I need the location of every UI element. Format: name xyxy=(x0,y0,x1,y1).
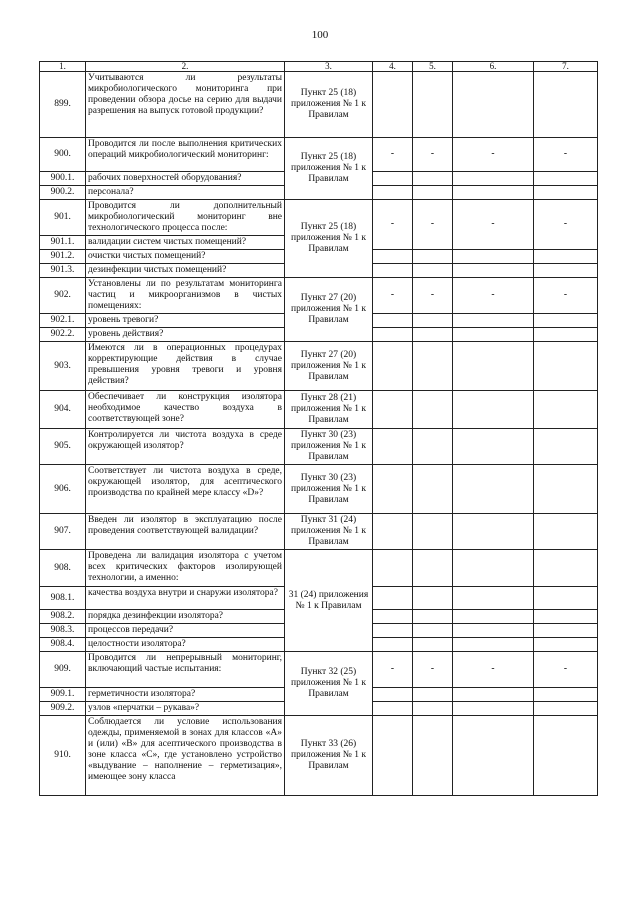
item-number: 900. xyxy=(40,138,86,172)
answer-cell-col-6[interactable] xyxy=(453,624,534,638)
item-number: 900.2. xyxy=(40,186,86,200)
item-number: 905. xyxy=(40,429,86,465)
answer-cell-col-7[interactable]: - xyxy=(534,278,598,314)
answer-cell-col-6[interactable] xyxy=(453,514,534,550)
answer-cell-col-6[interactable] xyxy=(453,550,534,587)
item-question: Проводится ли после выполнения критических операций микробиологический мониторинг: xyxy=(86,138,285,172)
item-number: 902.1. xyxy=(40,314,86,328)
item-reference: Пункт 27 (20) приложения № 1 к Правилам xyxy=(285,278,373,342)
item-number: 900.1. xyxy=(40,172,86,186)
table-row xyxy=(40,72,598,138)
answer-cell-col-7[interactable] xyxy=(534,72,598,138)
table-row xyxy=(40,342,598,391)
item-reference: Пункт 32 (25) приложения № 1 к Правилам xyxy=(285,652,373,716)
inspection-table xyxy=(39,61,598,796)
item-question: качества воздуха внутри и снаружи изолятора? xyxy=(86,587,285,610)
item-number: 901.3. xyxy=(40,264,86,278)
answer-cell-col-4[interactable]: - xyxy=(373,138,413,172)
answer-cell-col-6[interactable] xyxy=(453,610,534,624)
item-number: 909.1. xyxy=(40,688,86,702)
answer-cell-col-4[interactable] xyxy=(373,702,413,716)
answer-cell-col-7[interactable] xyxy=(534,342,598,391)
header-col-7: 7. xyxy=(534,62,598,72)
item-question: Введен ли изолятор в эксплуатацию после проведения соответствующей валидации? xyxy=(86,514,285,550)
item-number: 902. xyxy=(40,278,86,314)
answer-cell-col-6[interactable]: - xyxy=(453,200,534,250)
answer-cell-col-6[interactable] xyxy=(453,186,534,200)
answer-cell-col-5[interactable] xyxy=(413,328,453,342)
item-question: Контролируется ли чистота воздуха в среде окружающей изолятор? xyxy=(86,429,285,465)
table-row xyxy=(40,550,598,587)
item-reference: 31 (24) приложения № 1 к Правилам xyxy=(285,550,373,652)
item-question: Соблюдается ли условие использования одежды, применяемой в зонах для классов «А» и (или) «В» для асептического производства в зоне класса «С», где установлено устройство «выдувание – наполнение – герметизация», имеющее зону класса xyxy=(86,716,285,796)
item-reference: Пункт 31 (24) приложения № 1 к Правилам xyxy=(285,514,373,550)
item-question: уровень тревоги? xyxy=(86,314,285,328)
item-number: 899. xyxy=(40,72,86,138)
item-number: 908.2. xyxy=(40,610,86,624)
table-row xyxy=(40,716,598,796)
answer-cell-col-4[interactable]: - xyxy=(373,278,413,314)
item-number: 910. xyxy=(40,716,86,796)
answer-cell-col-4[interactable] xyxy=(373,610,413,624)
answer-cell-col-6[interactable] xyxy=(453,716,534,796)
item-reference: Пункт 25 (18) приложения № 1 к Правилам xyxy=(285,138,373,200)
item-question: уровень действия? xyxy=(86,328,285,342)
answer-cell-col-5[interactable]: - xyxy=(413,200,453,250)
answer-cell-col-5[interactable]: - xyxy=(413,278,453,314)
answer-cell-col-5[interactable] xyxy=(413,250,453,264)
item-number: 909.2. xyxy=(40,702,86,716)
table-row xyxy=(40,465,598,514)
answer-cell-col-5[interactable]: - xyxy=(413,138,453,172)
answer-cell-col-6[interactable]: - xyxy=(453,138,534,172)
item-question: Установлены ли по результатам мониторинга частиц и микроорганизмов в чистых помещениях: xyxy=(86,278,285,314)
answer-cell-col-4[interactable] xyxy=(373,624,413,638)
answer-cell-col-5[interactable] xyxy=(413,688,453,702)
table-row xyxy=(40,652,598,688)
answer-cell-col-4[interactable] xyxy=(373,429,413,465)
answer-cell-col-6[interactable] xyxy=(453,429,534,465)
answer-cell-col-7[interactable] xyxy=(534,638,598,652)
item-number: 902.2. xyxy=(40,328,86,342)
item-question: рабочих поверхностей оборудования? xyxy=(86,172,285,186)
answer-cell-col-5[interactable] xyxy=(413,465,453,514)
answer-cell-col-7[interactable] xyxy=(534,314,598,328)
answer-cell-col-6[interactable] xyxy=(453,314,534,328)
table-row xyxy=(40,138,598,172)
answer-cell-col-4[interactable]: - xyxy=(373,652,413,688)
answer-cell-col-6[interactable] xyxy=(453,688,534,702)
answer-cell-col-4[interactable] xyxy=(373,314,413,328)
item-question: Проведена ли валидация изолятора с учетом всех критических факторов изолирующей технологии, а именно: xyxy=(86,550,285,587)
item-number: 904. xyxy=(40,391,86,429)
answer-cell-col-6[interactable] xyxy=(453,342,534,391)
item-number: 901. xyxy=(40,200,86,236)
answer-cell-col-7[interactable] xyxy=(534,172,598,186)
table-row xyxy=(40,514,598,550)
item-question: процессов передачи? xyxy=(86,624,285,638)
answer-cell-col-4[interactable] xyxy=(373,342,413,391)
answer-cell-col-7[interactable] xyxy=(534,186,598,200)
answer-cell-col-5[interactable] xyxy=(413,587,453,610)
item-reference: Пункт 33 (26) приложения № 1 к Правилам xyxy=(285,716,373,796)
answer-cell-col-6[interactable] xyxy=(453,72,534,138)
answer-cell-col-4[interactable] xyxy=(373,250,413,264)
answer-cell-col-7[interactable]: - xyxy=(534,652,598,688)
item-question: герметичности изолятора? xyxy=(86,688,285,702)
item-number: 908.3. xyxy=(40,624,86,638)
item-reference: Пункт 25 (18) приложения № 1 к Правилам xyxy=(285,200,373,278)
answer-cell-col-4[interactable] xyxy=(373,716,413,796)
table-row xyxy=(40,391,598,429)
answer-cell-col-7[interactable] xyxy=(534,328,598,342)
answer-cell-col-6[interactable] xyxy=(453,702,534,716)
answer-cell-col-5[interactable] xyxy=(413,702,453,716)
answer-cell-col-7[interactable] xyxy=(534,264,598,278)
answer-cell-col-5[interactable]: - xyxy=(413,652,453,688)
item-reference: Пункт 30 (23) приложения № 1 к Правилам xyxy=(285,429,373,465)
answer-cell-col-4[interactable] xyxy=(373,328,413,342)
item-number: 901.1. xyxy=(40,236,86,250)
answer-cell-col-4[interactable] xyxy=(373,264,413,278)
answer-cell-col-7[interactable]: - xyxy=(534,138,598,172)
table-row xyxy=(40,200,598,236)
item-question: целостности изолятора? xyxy=(86,638,285,652)
answer-cell-col-7[interactable] xyxy=(534,702,598,716)
item-reference: Пункт 30 (23) приложения № 1 к Правилам xyxy=(285,465,373,514)
answer-cell-col-7[interactable] xyxy=(534,514,598,550)
item-question: дезинфекции чистых помещений? xyxy=(86,264,285,278)
item-question: Проводится ли непрерывный мониторинг, включающий частые испытания: xyxy=(86,652,285,688)
answer-cell-col-7[interactable] xyxy=(534,688,598,702)
answer-cell-col-7[interactable]: - xyxy=(534,200,598,250)
item-question: Учитываются ли результаты микробиологического мониторинга при проведении обзора досье на серию для выдачи разрешения на выпуск готовой продукции? xyxy=(86,72,285,138)
answer-cell-col-7[interactable] xyxy=(534,624,598,638)
answer-cell-col-5[interactable] xyxy=(413,342,453,391)
item-reference: Пункт 27 (20) приложения № 1 к Правилам xyxy=(285,342,373,391)
answer-cell-col-7[interactable] xyxy=(534,610,598,624)
header-col-4: 4. xyxy=(373,62,413,72)
answer-cell-col-6[interactable] xyxy=(453,250,534,264)
answer-cell-col-4[interactable]: - xyxy=(373,200,413,250)
item-question: персонала? xyxy=(86,186,285,200)
answer-cell-col-4[interactable] xyxy=(373,587,413,610)
item-question: Соответствует ли чистота воздуха в среде, окружающей изолятор, для асептического производства по крайней мере классу «D»? xyxy=(86,465,285,514)
answer-cell-col-7[interactable] xyxy=(534,465,598,514)
item-question: Проводится ли дополнительный микробиологический мониторинг вне технологического процесса после: xyxy=(86,200,285,236)
answer-cell-col-5[interactable] xyxy=(413,624,453,638)
answer-cell-col-5[interactable] xyxy=(413,186,453,200)
answer-cell-col-5[interactable] xyxy=(413,514,453,550)
answer-cell-col-5[interactable] xyxy=(413,264,453,278)
header-col-2: 2. xyxy=(86,62,285,72)
item-number: 909. xyxy=(40,652,86,688)
header-col-6: 6. xyxy=(453,62,534,72)
item-number: 908. xyxy=(40,550,86,587)
item-reference: Пункт 28 (21) приложения № 1 к Правилам xyxy=(285,391,373,429)
answer-cell-col-4[interactable] xyxy=(373,465,413,514)
answer-cell-col-5[interactable] xyxy=(413,429,453,465)
item-question: валидации систем чистых помещений? xyxy=(86,236,285,250)
answer-cell-col-6[interactable]: - xyxy=(453,652,534,688)
answer-cell-col-5[interactable] xyxy=(413,550,453,587)
answer-cell-col-5[interactable] xyxy=(413,314,453,328)
answer-cell-col-7[interactable] xyxy=(534,429,598,465)
item-number: 908.1. xyxy=(40,587,86,610)
item-question: Обеспечивает ли конструкция изолятора необходимое качество воздуха в соответствующей зоне? xyxy=(86,391,285,429)
answer-cell-col-5[interactable] xyxy=(413,716,453,796)
answer-cell-col-4[interactable] xyxy=(373,638,413,652)
answer-cell-col-6[interactable] xyxy=(453,638,534,652)
answer-cell-col-6[interactable] xyxy=(453,465,534,514)
header-col-3: 3. xyxy=(285,62,373,72)
item-question: узлов «перчатки – рукава»? xyxy=(86,702,285,716)
answer-cell-col-4[interactable] xyxy=(373,688,413,702)
item-number: 907. xyxy=(40,514,86,550)
answer-cell-col-5[interactable] xyxy=(413,638,453,652)
answer-cell-col-6[interactable]: - xyxy=(453,278,534,314)
item-question: очистки чистых помещений? xyxy=(86,250,285,264)
item-question: порядка дезинфекции изолятора? xyxy=(86,610,285,624)
answer-cell-col-7[interactable] xyxy=(534,391,598,429)
answer-cell-col-4[interactable] xyxy=(373,172,413,186)
answer-cell-col-4[interactable] xyxy=(373,391,413,429)
item-number: 908.4. xyxy=(40,638,86,652)
answer-cell-col-7[interactable] xyxy=(534,716,598,796)
table-header-row xyxy=(40,62,598,72)
answer-cell-col-6[interactable] xyxy=(453,391,534,429)
item-reference: Пункт 25 (18) приложения № 1 к Правилам xyxy=(285,72,373,138)
answer-cell-col-5[interactable] xyxy=(413,391,453,429)
header-col-1: 1. xyxy=(40,62,86,72)
item-number: 903. xyxy=(40,342,86,391)
answer-cell-col-7[interactable] xyxy=(534,550,598,587)
answer-cell-col-6[interactable] xyxy=(453,328,534,342)
item-question: Имеются ли в операционных процедурах корректирующие действия в случае превышения уровня тревоги и уровня действия? xyxy=(86,342,285,391)
answer-cell-col-4[interactable] xyxy=(373,550,413,587)
answer-cell-col-4[interactable] xyxy=(373,514,413,550)
table-row xyxy=(40,429,598,465)
answer-cell-col-5[interactable] xyxy=(413,610,453,624)
answer-cell-col-7[interactable] xyxy=(534,587,598,610)
answer-cell-col-7[interactable] xyxy=(534,250,598,264)
answer-cell-col-6[interactable] xyxy=(453,172,534,186)
item-number: 901.2. xyxy=(40,250,86,264)
item-number: 906. xyxy=(40,465,86,514)
table-row xyxy=(40,278,598,314)
answer-cell-col-6[interactable] xyxy=(453,587,534,610)
answer-cell-col-5[interactable] xyxy=(413,72,453,138)
answer-cell-col-6[interactable] xyxy=(453,264,534,278)
header-col-5: 5. xyxy=(413,62,453,72)
answer-cell-col-4[interactable] xyxy=(373,72,413,138)
answer-cell-col-5[interactable] xyxy=(413,172,453,186)
answer-cell-col-4[interactable] xyxy=(373,186,413,200)
page-number: 100 xyxy=(311,29,329,41)
